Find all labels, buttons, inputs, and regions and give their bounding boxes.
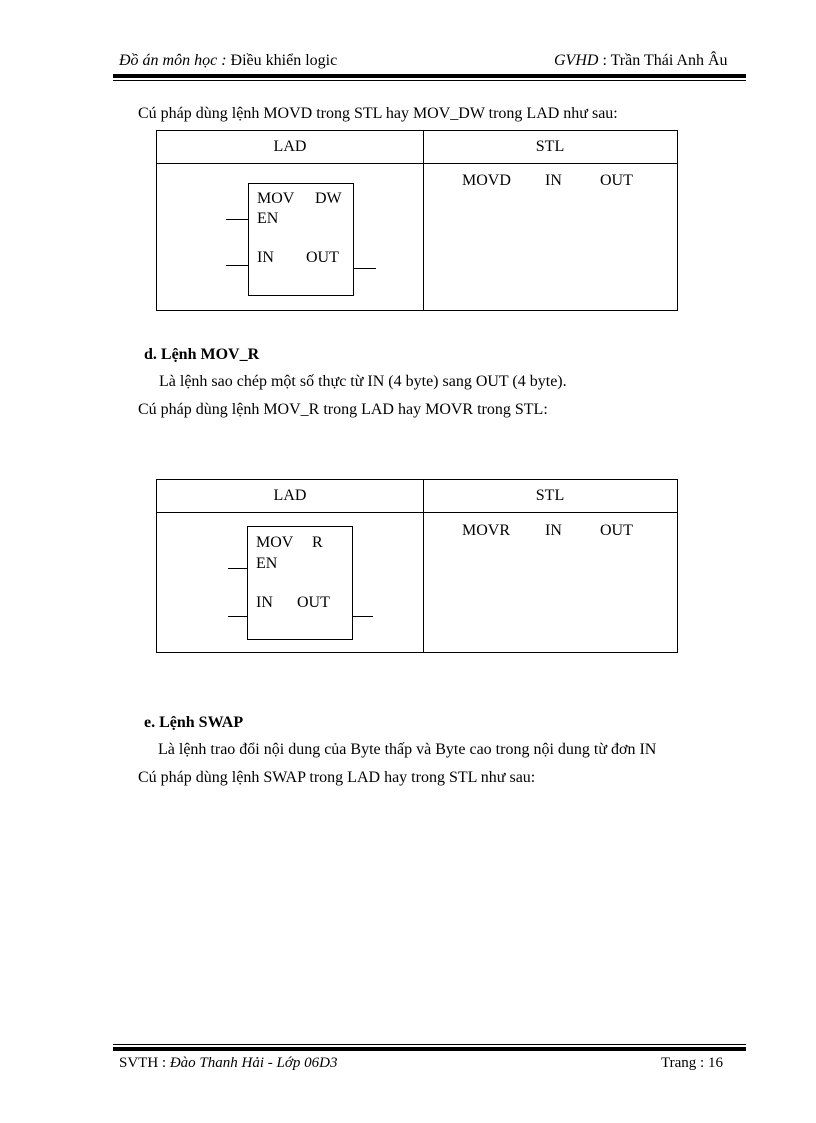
table-header-lad: LAD xyxy=(273,138,307,155)
table-header-lad: LAD xyxy=(273,487,307,504)
lad-in-wire xyxy=(228,616,247,617)
stl-arg-in: IN xyxy=(545,522,562,539)
footer-student-name: Đào Thanh Hải - Lớp 06D3 xyxy=(169,1055,338,1071)
lad-en-label: EN xyxy=(256,555,278,572)
header-advisor xyxy=(554,52,728,70)
footer-student-label: SVTH : xyxy=(119,1055,170,1071)
footer-page-number: Trang : 16 xyxy=(661,1055,723,1071)
stl-arg-out: OUT xyxy=(600,522,633,539)
lad-in-label: IN xyxy=(257,249,274,266)
mov-r-syntax-table xyxy=(156,479,678,653)
header-course-name: Điều khiển logic xyxy=(226,52,338,69)
swap-description: Là lệnh trao đổi nội dung của Byte thấp và Byte cao trong nội dung từ đơn IN xyxy=(158,741,657,758)
header-course-title xyxy=(119,52,337,70)
lad-out-wire xyxy=(353,616,373,617)
stl-arg-out: OUT xyxy=(600,172,633,189)
lad-en-wire xyxy=(226,219,248,220)
lad-in-wire xyxy=(226,265,248,266)
lad-out-label: OUT xyxy=(297,594,330,611)
swap-syntax-line: Cú pháp dùng lệnh SWAP trong LAD hay trong STL như sau: xyxy=(138,769,536,786)
mov-r-syntax-line: Cú pháp dùng lệnh MOV_R trong LAD hay MOVR trong STL: xyxy=(138,401,548,418)
lad-en-label: EN xyxy=(257,210,279,227)
stl-opcode: MOVR xyxy=(462,522,511,539)
movd-syntax-table xyxy=(156,130,678,311)
lad-in-label: IN xyxy=(256,594,273,611)
lad-box-name: MOV xyxy=(257,190,295,207)
header-rule-thick xyxy=(113,74,746,78)
swap-heading: e. Lệnh SWAP xyxy=(144,714,244,731)
lad-mov-r-box xyxy=(247,526,353,640)
table-column-divider xyxy=(423,480,424,652)
header-advisor-label: GVHD xyxy=(554,52,599,69)
header-advisor-name: : Trần Thái Anh Âu xyxy=(598,52,728,69)
lad-box-type: DW xyxy=(315,190,342,207)
lad-out-wire xyxy=(354,268,376,269)
lad-en-wire xyxy=(228,568,247,569)
table-header-stl: STL xyxy=(535,138,565,155)
footer-rule-thick xyxy=(113,1047,746,1051)
mov-r-description: Là lệnh sao chép một số thực từ IN (4 byte) sang OUT (4 byte). xyxy=(159,373,567,390)
table-header-stl: STL xyxy=(535,487,565,504)
lad-box-name: MOV xyxy=(256,534,294,551)
stl-opcode: MOVD xyxy=(462,172,511,189)
movd-syntax-line: Cú pháp dùng lệnh MOVD trong STL hay MOV_DW trong LAD như sau: xyxy=(138,105,618,122)
header-course-label: Đồ án môn học : xyxy=(119,52,227,69)
table-column-divider xyxy=(423,131,424,310)
mov-r-heading: d. Lệnh MOV_R xyxy=(144,346,260,363)
lad-box-type: R xyxy=(312,534,323,551)
footer-student xyxy=(119,1055,337,1072)
footer-rule-thin xyxy=(113,1044,746,1045)
lad-mov-dw-box xyxy=(248,183,354,296)
stl-arg-in: IN xyxy=(545,172,562,189)
header-rule-thin xyxy=(113,80,746,81)
lad-out-label: OUT xyxy=(306,249,339,266)
